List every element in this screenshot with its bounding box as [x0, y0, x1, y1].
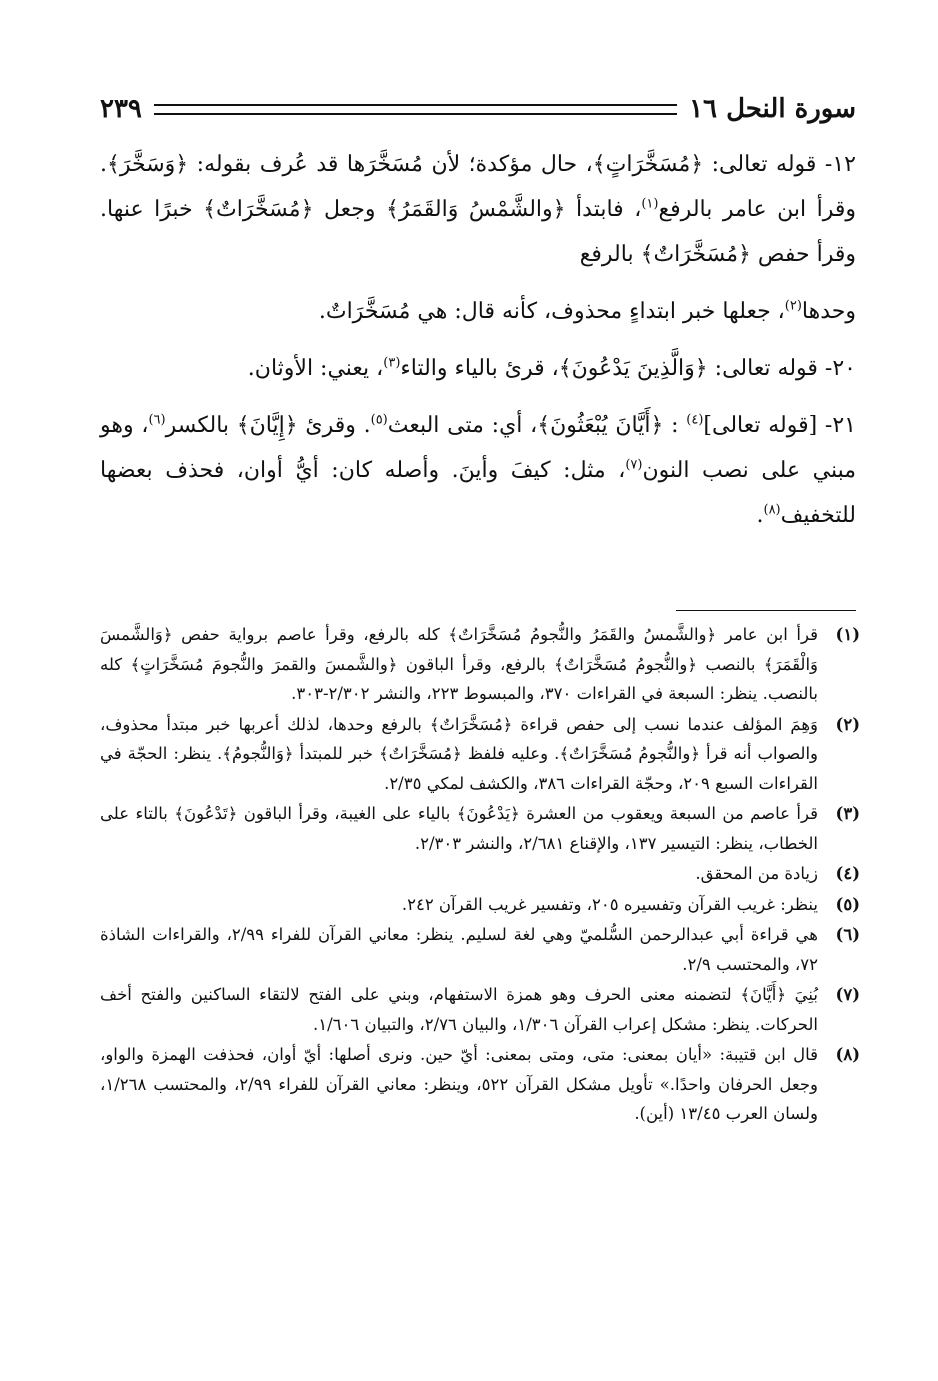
footnote-number: (٣) — [835, 804, 860, 823]
text-line: ، فابتدأ ﴿والشَّمْسُ وَالقَمَرُ﴾ — [386, 197, 642, 222]
footnote-ref: (٨) — [763, 502, 781, 518]
text-line: وحدها — [801, 299, 856, 324]
footnote-separator — [676, 610, 856, 611]
footnote-text: وَهِمَ المؤلف عندما نسب إلى حفص قراءة ﴿مُسَخَّرَاتٌ﴾ بالرفع وحدها، لذلك أعربها خبر مبتدأ محذوف، والصواب أنه قرأ ﴿والنُّجومُ مُسَخَّرَاتٌ﴾. وعليه فلفظ ﴿مُسَخَّرَاتٌ﴾ خبر للمبتدأ ﴿وَالنُّجومُ﴾. ينظر: الحجّة في القراءات السبع ٢٠٩، وحجّة القراءات ٣٨٦، والكشف لمكي ٢/٣٥. — [100, 714, 818, 793]
paragraph-verse-12 — [100, 142, 856, 277]
footnote-ref: (٦) — [148, 412, 166, 428]
footnote — [100, 890, 860, 920]
text-line: ، جعلها خبر ابتداءٍ محذوف، كأنه قال: هي مُسَخَّرَاتٌ. — [318, 299, 785, 324]
footnote — [100, 980, 860, 1039]
footnotes — [100, 620, 860, 1130]
text-line: بقوله: ﴿وَسَخَّرَ﴾. وقرأ ابن عامر بالرفع — [100, 152, 856, 222]
paragraph-verse-21 — [100, 403, 856, 538]
text-line: ١٢- قوله تعالى: ﴿مُسَخَّرَاتٍ﴾، حال مؤكدة؛ لأن مُسَخَّرَها قد عُرف — [259, 152, 856, 177]
footnote-number: (٨) — [835, 1045, 860, 1064]
header-double-rule — [154, 104, 677, 115]
footnote-ref: (٥) — [370, 412, 388, 428]
main-text — [100, 142, 856, 550]
text-line: وجعل ﴿مُسَخَّرَاتٌ﴾ خبرًا عنها. وقرأ حفص ﴿مُسَخَّرَاتٌ﴾ بالرفع — [100, 197, 856, 267]
footnote-number: (٦) — [835, 925, 860, 944]
paragraph-verse-12-cont — [100, 289, 856, 334]
footnote-text: قرأ ابن عامر ﴿والشَّمسُ والقَمَرُ والنُّجومُ مُسَخَّرَاتٌ﴾ كله بالرفع، وقرأ عاصم برواية حفص ﴿وَالشَّمسَ وَالْقَمَرَ﴾ بالنصب ﴿والنُّجومُ مُسَخَّرَاتٌ﴾ بالرفع، وقرأ الباقون ﴿والشَّمسَ والقمرَ والنُّجومَ مُسَخَّرَاتٍ﴾ كله بالنصب. ينظر: السبعة في القراءات ٣٧٠، والمبسوط ٢٢٣، والنشر ٢/٣٠٢-٣٠٣. — [100, 625, 818, 703]
footnote — [100, 620, 860, 709]
paragraph-verse-20 — [100, 346, 856, 391]
footnote — [100, 710, 860, 799]
footnote-number: (١) — [835, 625, 860, 644]
footnote-ref: (٣) — [383, 355, 401, 371]
text-line: . وقرئ ﴿إِيَّانَ﴾ بالكسر — [165, 413, 371, 438]
running-title: سورة النحل ١٦ — [689, 94, 856, 124]
footnote-number: (٧) — [835, 985, 860, 1004]
footnote-text: ينظر: غريب القرآن وتفسيره ٢٠٥، وتفسير غريب القرآن ٢٤٢. — [401, 894, 818, 914]
footnote-number: (٤) — [835, 864, 860, 883]
text-line: : ﴿أَيَّانَ يُبْعَثُونَ﴾، أي: متى البعث — [387, 413, 687, 438]
text-line: . — [756, 503, 764, 528]
footnote-number: (٥) — [835, 894, 860, 914]
footnote-text: هي قراءة أبي عبدالرحمن السُّلميّ وهي لغة لسليم. ينظر: معاني القرآن للفراء ٢/٩٩، والقراءات الشاذة ٧٢، والمحتسب ٢/٩. — [100, 925, 818, 974]
footnote — [100, 799, 860, 858]
footnote — [100, 859, 860, 889]
text-line: ٢٠- قوله تعالى: ﴿وَالَّذِينَ يَدْعُونَ﴾، قرئ بالياء والتاء — [400, 356, 856, 381]
text-line: ، يعني: الأوثان. — [247, 356, 384, 381]
text-line: ٢١- [قوله تعالى] — [703, 413, 856, 438]
text-line: ، وهو مبني على نصب النون — [100, 413, 857, 483]
footnote-ref: (٤) — [686, 412, 704, 428]
footnote-ref: (٢) — [784, 298, 802, 314]
footnote — [100, 1040, 860, 1129]
footnote-text: قال ابن قتيبة: «أيان بمعنى: متى، ومتى بمعنى: أيّ حين. ونرى أصلها: أيّ أوان، فحذفت الهمزة والواو، وجعل الحرفان واحدًا.» تأويل مشكل القرآن ٥٢٢، وينظر: معاني القرآن للفراء ٢/٩٩، والمحتسب ١/٢٦٨، ولسان العرب ١٣/٤٥ (أين). — [100, 1045, 818, 1123]
text-line: ، مثل: كيفَ وأينَ. وأصله كان: أيُّ أوان، فحذف بعضها للتخفيف — [100, 458, 856, 528]
footnote-ref: (١) — [641, 196, 659, 212]
footnote-text: بُنِيَ ﴿أَيَّانَ﴾ لتضمنه معنى الحرف وهو همزة الاستفهام، وبني على الفتح لالتقاء الساكنين والفتح أخف الحركات. ينظر: مشكل إعراب القرآن ١/٣٠٦، والبيان ٢/٧٦، والتبيان ١/٦٠٦. — [100, 985, 818, 1034]
footnote-text: زيادة من المحقق. — [695, 864, 818, 883]
footnote-text: قرأ عاصم من السبعة ويعقوب من العشرة ﴿يَدْعُونَ﴾ بالياء على الغيبة، وقرأ الباقون ﴿تَدْعُونَ﴾ بالتاء على الخطاب، ينظر: التيسير ١٣٧، والإقناع ٢/٦٨١، والنشر ٢/٣٠٣. — [100, 804, 818, 853]
footnote-ref: (٧) — [625, 457, 643, 473]
page-number: ٢٣٩ — [100, 94, 142, 124]
footnote-number: (٢) — [835, 714, 860, 734]
page-header — [100, 84, 856, 134]
footnote — [100, 920, 860, 979]
